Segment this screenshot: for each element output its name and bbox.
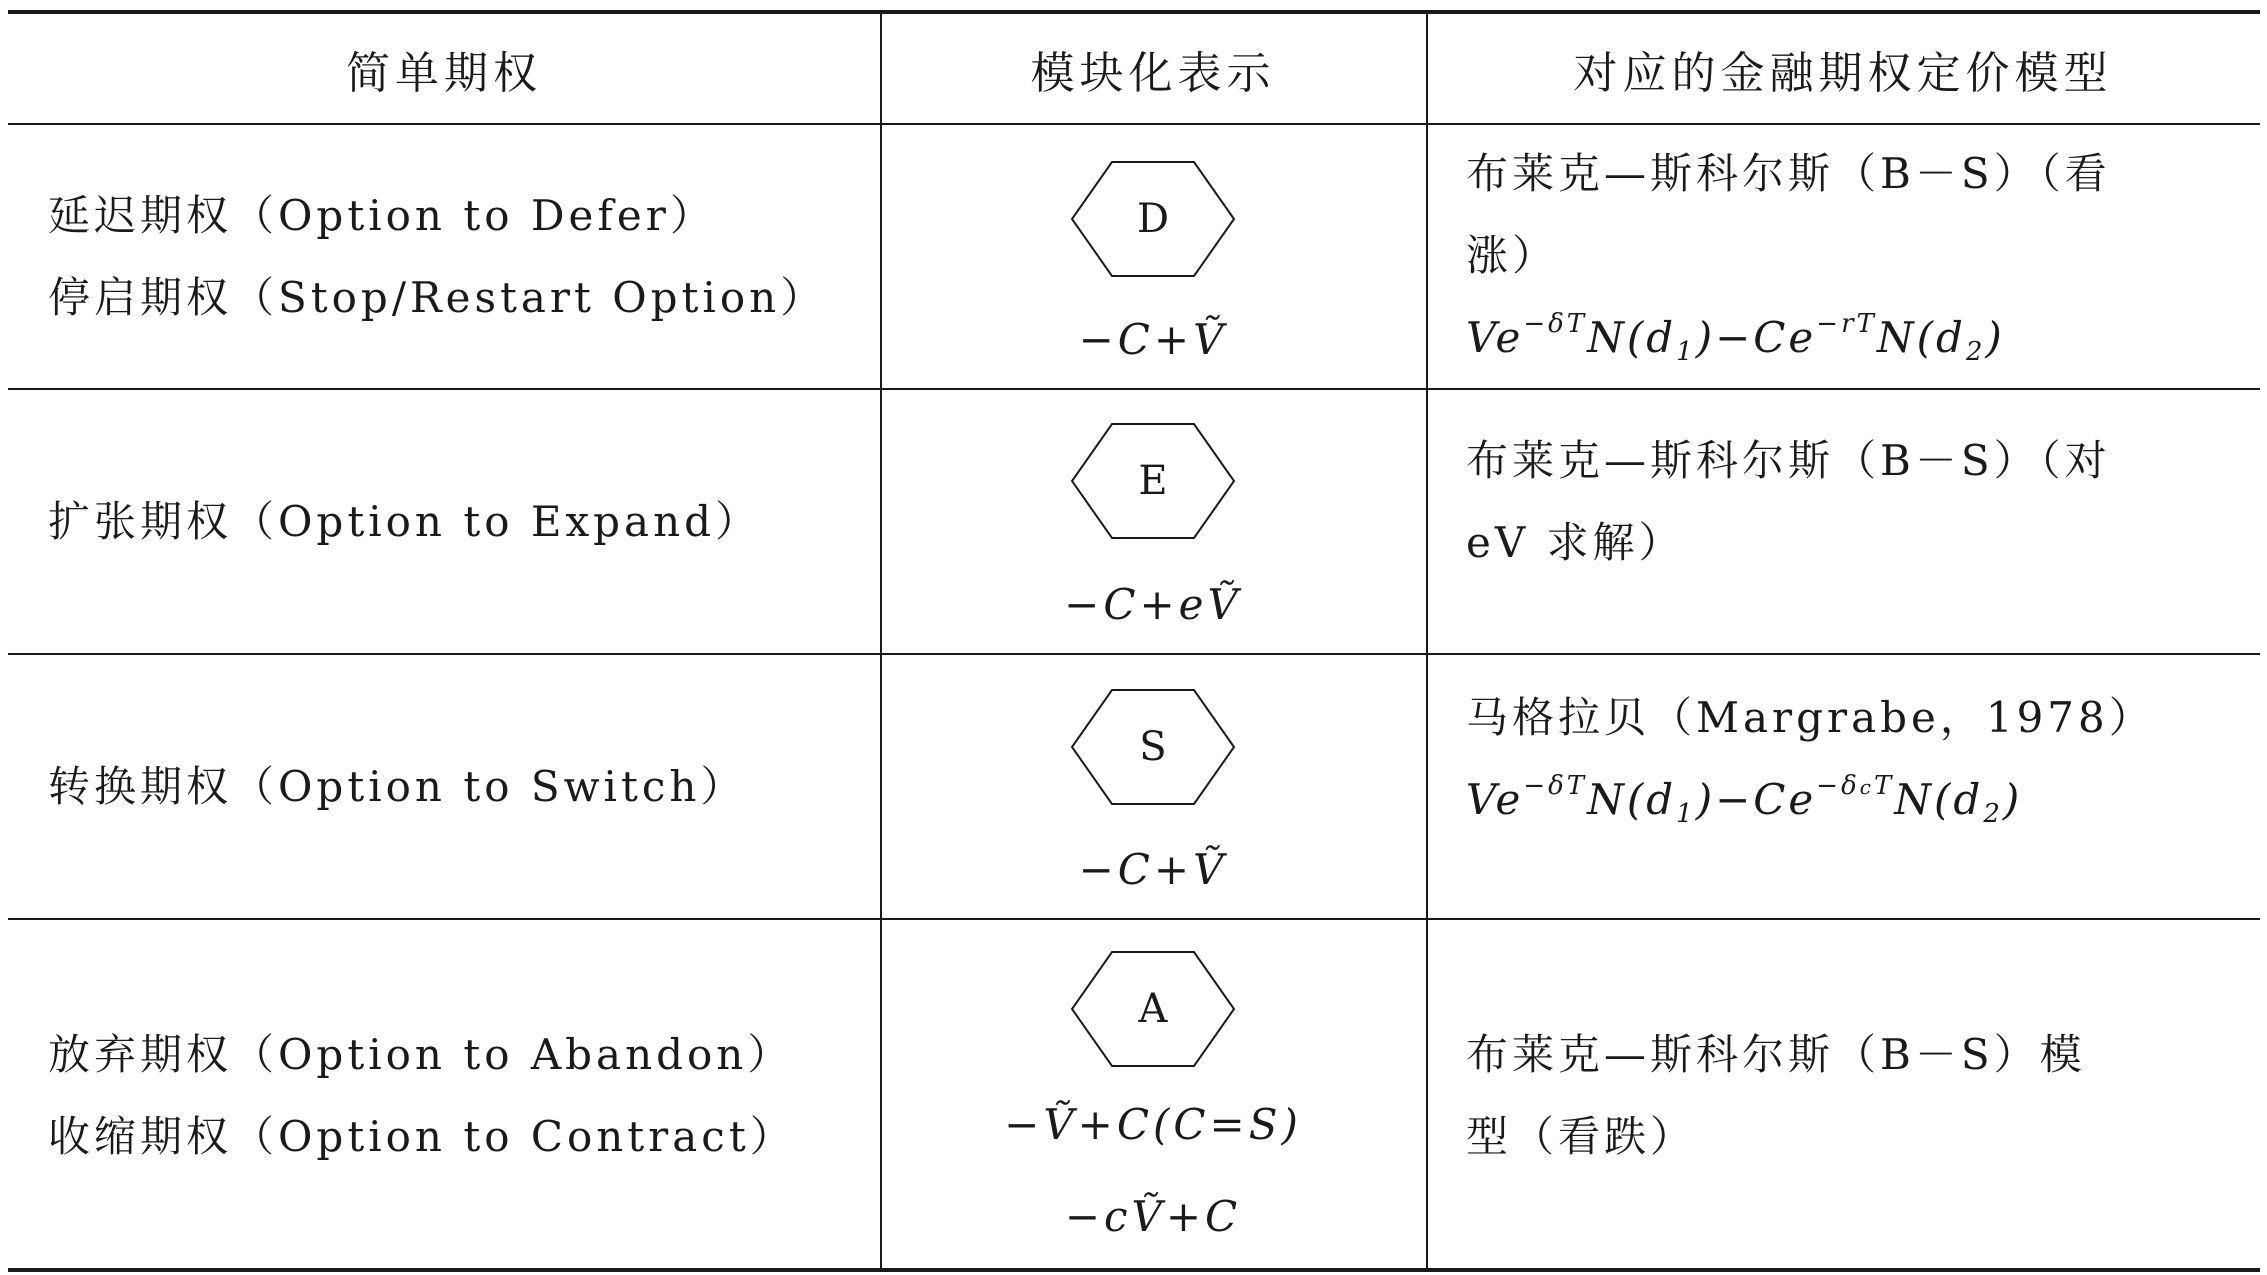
model-text: eV 求解） — [1466, 518, 1685, 567]
table-row-abandon — [8, 920, 2260, 1272]
header-cell-pricing-model — [1426, 14, 2260, 123]
module-label: E — [1138, 458, 1168, 504]
option-name: 延迟期权（Option to Defer） — [48, 190, 716, 240]
model-cell — [1426, 920, 2260, 1272]
table-row-expand — [8, 390, 2260, 655]
header-modular-representation: 模块化表示 — [1030, 47, 1276, 99]
model-formula: $Ve^{-\delta T}N(d_1)-Ce^{-\delta cT}N(d_2)$ — [1466, 771, 2023, 829]
model-text: 型（看跌） — [1466, 1112, 1697, 1161]
column-divider — [880, 14, 882, 1268]
option-name: 收缩期权（Option to Contract） — [48, 1112, 796, 1161]
header-simple-option: 简单期权 — [346, 47, 542, 99]
options-cell — [8, 655, 880, 918]
table-row-switch — [8, 655, 2260, 920]
model-cell — [1426, 390, 2260, 653]
table-row-defer — [8, 125, 2260, 390]
header-row — [8, 14, 2260, 125]
module-expression: −C+Ṽ — [1078, 315, 1228, 364]
options-cell — [8, 390, 880, 653]
hexagon-module-icon — [1070, 160, 1236, 278]
hexagon-module-icon — [1070, 950, 1236, 1068]
module-cell — [880, 920, 1426, 1272]
option-name: 扩张期权（Option to Expand） — [48, 496, 762, 546]
model-cell — [1426, 125, 2260, 388]
model-text: 涨） — [1466, 231, 1559, 280]
model-formula: $Ve^{-\delta T}N(d_1)-Ce^{-rT}N(d_2)$ — [1466, 309, 2005, 367]
module-expression: −C+eṼ — [1064, 580, 1242, 629]
model-text: 马格拉贝（Margrabe，1978） — [1466, 693, 2155, 742]
header-cell-simple-option — [8, 14, 880, 123]
options-cell — [8, 920, 880, 1272]
header-cell-modular — [880, 14, 1426, 123]
header-pricing-model: 对应的金融期权定价模型 — [1573, 47, 2113, 99]
module-expression: −C+Ṽ — [1078, 845, 1228, 894]
option-name: 转换期权（Option to Switch） — [48, 761, 747, 811]
module-label: S — [1139, 724, 1167, 770]
hexagon-module-icon — [1070, 422, 1236, 540]
module-cell — [880, 125, 1426, 388]
module-expression: −Ṽ+C(C=S) — [1004, 1100, 1302, 1149]
module-label: D — [1136, 196, 1170, 242]
model-text: 布莱克—斯科尔斯（B－S）（看 — [1466, 149, 2111, 198]
option-name: 放弃期权（Option to Abandon） — [48, 1030, 794, 1079]
module-expression: −cṼ+C — [1064, 1192, 1242, 1241]
model-cell — [1426, 655, 2260, 918]
option-table — [8, 10, 2260, 1272]
options-cell — [8, 125, 880, 388]
column-divider — [1426, 14, 1428, 1268]
option-name: 停启期权（Stop/Restart Option） — [48, 272, 827, 322]
module-cell — [880, 390, 1426, 653]
model-text: 布莱克—斯科尔斯（B－S）（对 — [1466, 436, 2111, 485]
module-label: A — [1138, 986, 1168, 1032]
hexagon-module-icon — [1070, 688, 1236, 806]
model-text: 布莱克—斯科尔斯（B－S）模 — [1466, 1030, 2086, 1079]
module-cell — [880, 655, 1426, 918]
